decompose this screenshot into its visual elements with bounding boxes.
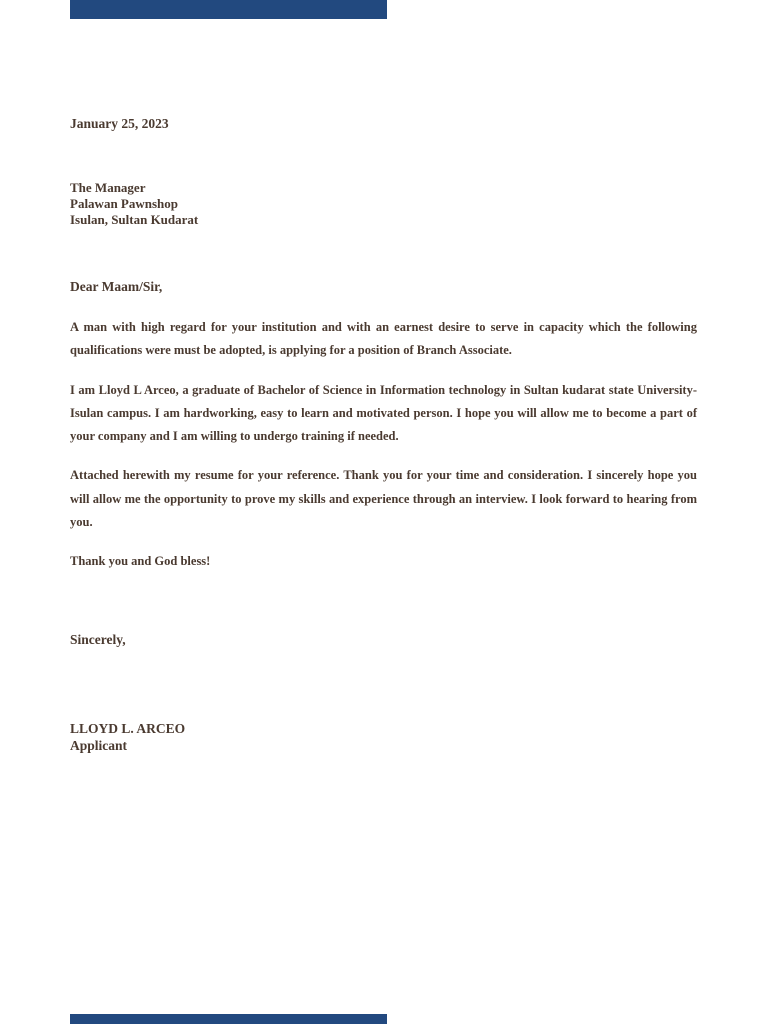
recipient-block <box>70 180 198 228</box>
body-paragraph-intro: A man with high regard for your institution and with an earnest desire to serve in capacity which the following qualifications were must be adopted, is applying for a position of Branch Associate. <box>70 320 697 358</box>
letter-body <box>70 316 697 590</box>
signature-block <box>70 720 185 754</box>
closing: Sincerely, <box>70 632 126 647</box>
letter-date: January 25, 2023 <box>70 116 169 131</box>
body-paragraph-background: I am Lloyd L Arceo, a graduate of Bachelor of Science in Information technology in Sultan kudarat state University-Isulan campus. I am hardworking, easy to learn and motivated person. I hope you will allow me to become a part of your company and I am willing to undergo training if needed. <box>70 382 697 444</box>
recipient-address: Isulan, Sultan Kudarat <box>70 212 199 227</box>
signature-name: LLOYD L. ARCEO <box>70 721 186 736</box>
recipient-title: The Manager <box>70 180 146 195</box>
body-paragraph-attachment: Attached herewith my resume for your reference. Thank you for your time and consideration. I sincerely hope you will allow me the opportunity to prove my skills and experience through an interview. I look forward to hearing from you. <box>70 468 697 530</box>
recipient-company: Palawan Pawnshop <box>70 196 178 211</box>
signature-title: Applicant <box>70 738 128 753</box>
top-accent-bar <box>70 0 387 19</box>
body-paragraph-thanks: Thank you and God bless! <box>70 554 211 569</box>
bottom-accent-bar <box>70 1014 387 1024</box>
salutation: Dear Maam/Sir, <box>70 279 163 294</box>
